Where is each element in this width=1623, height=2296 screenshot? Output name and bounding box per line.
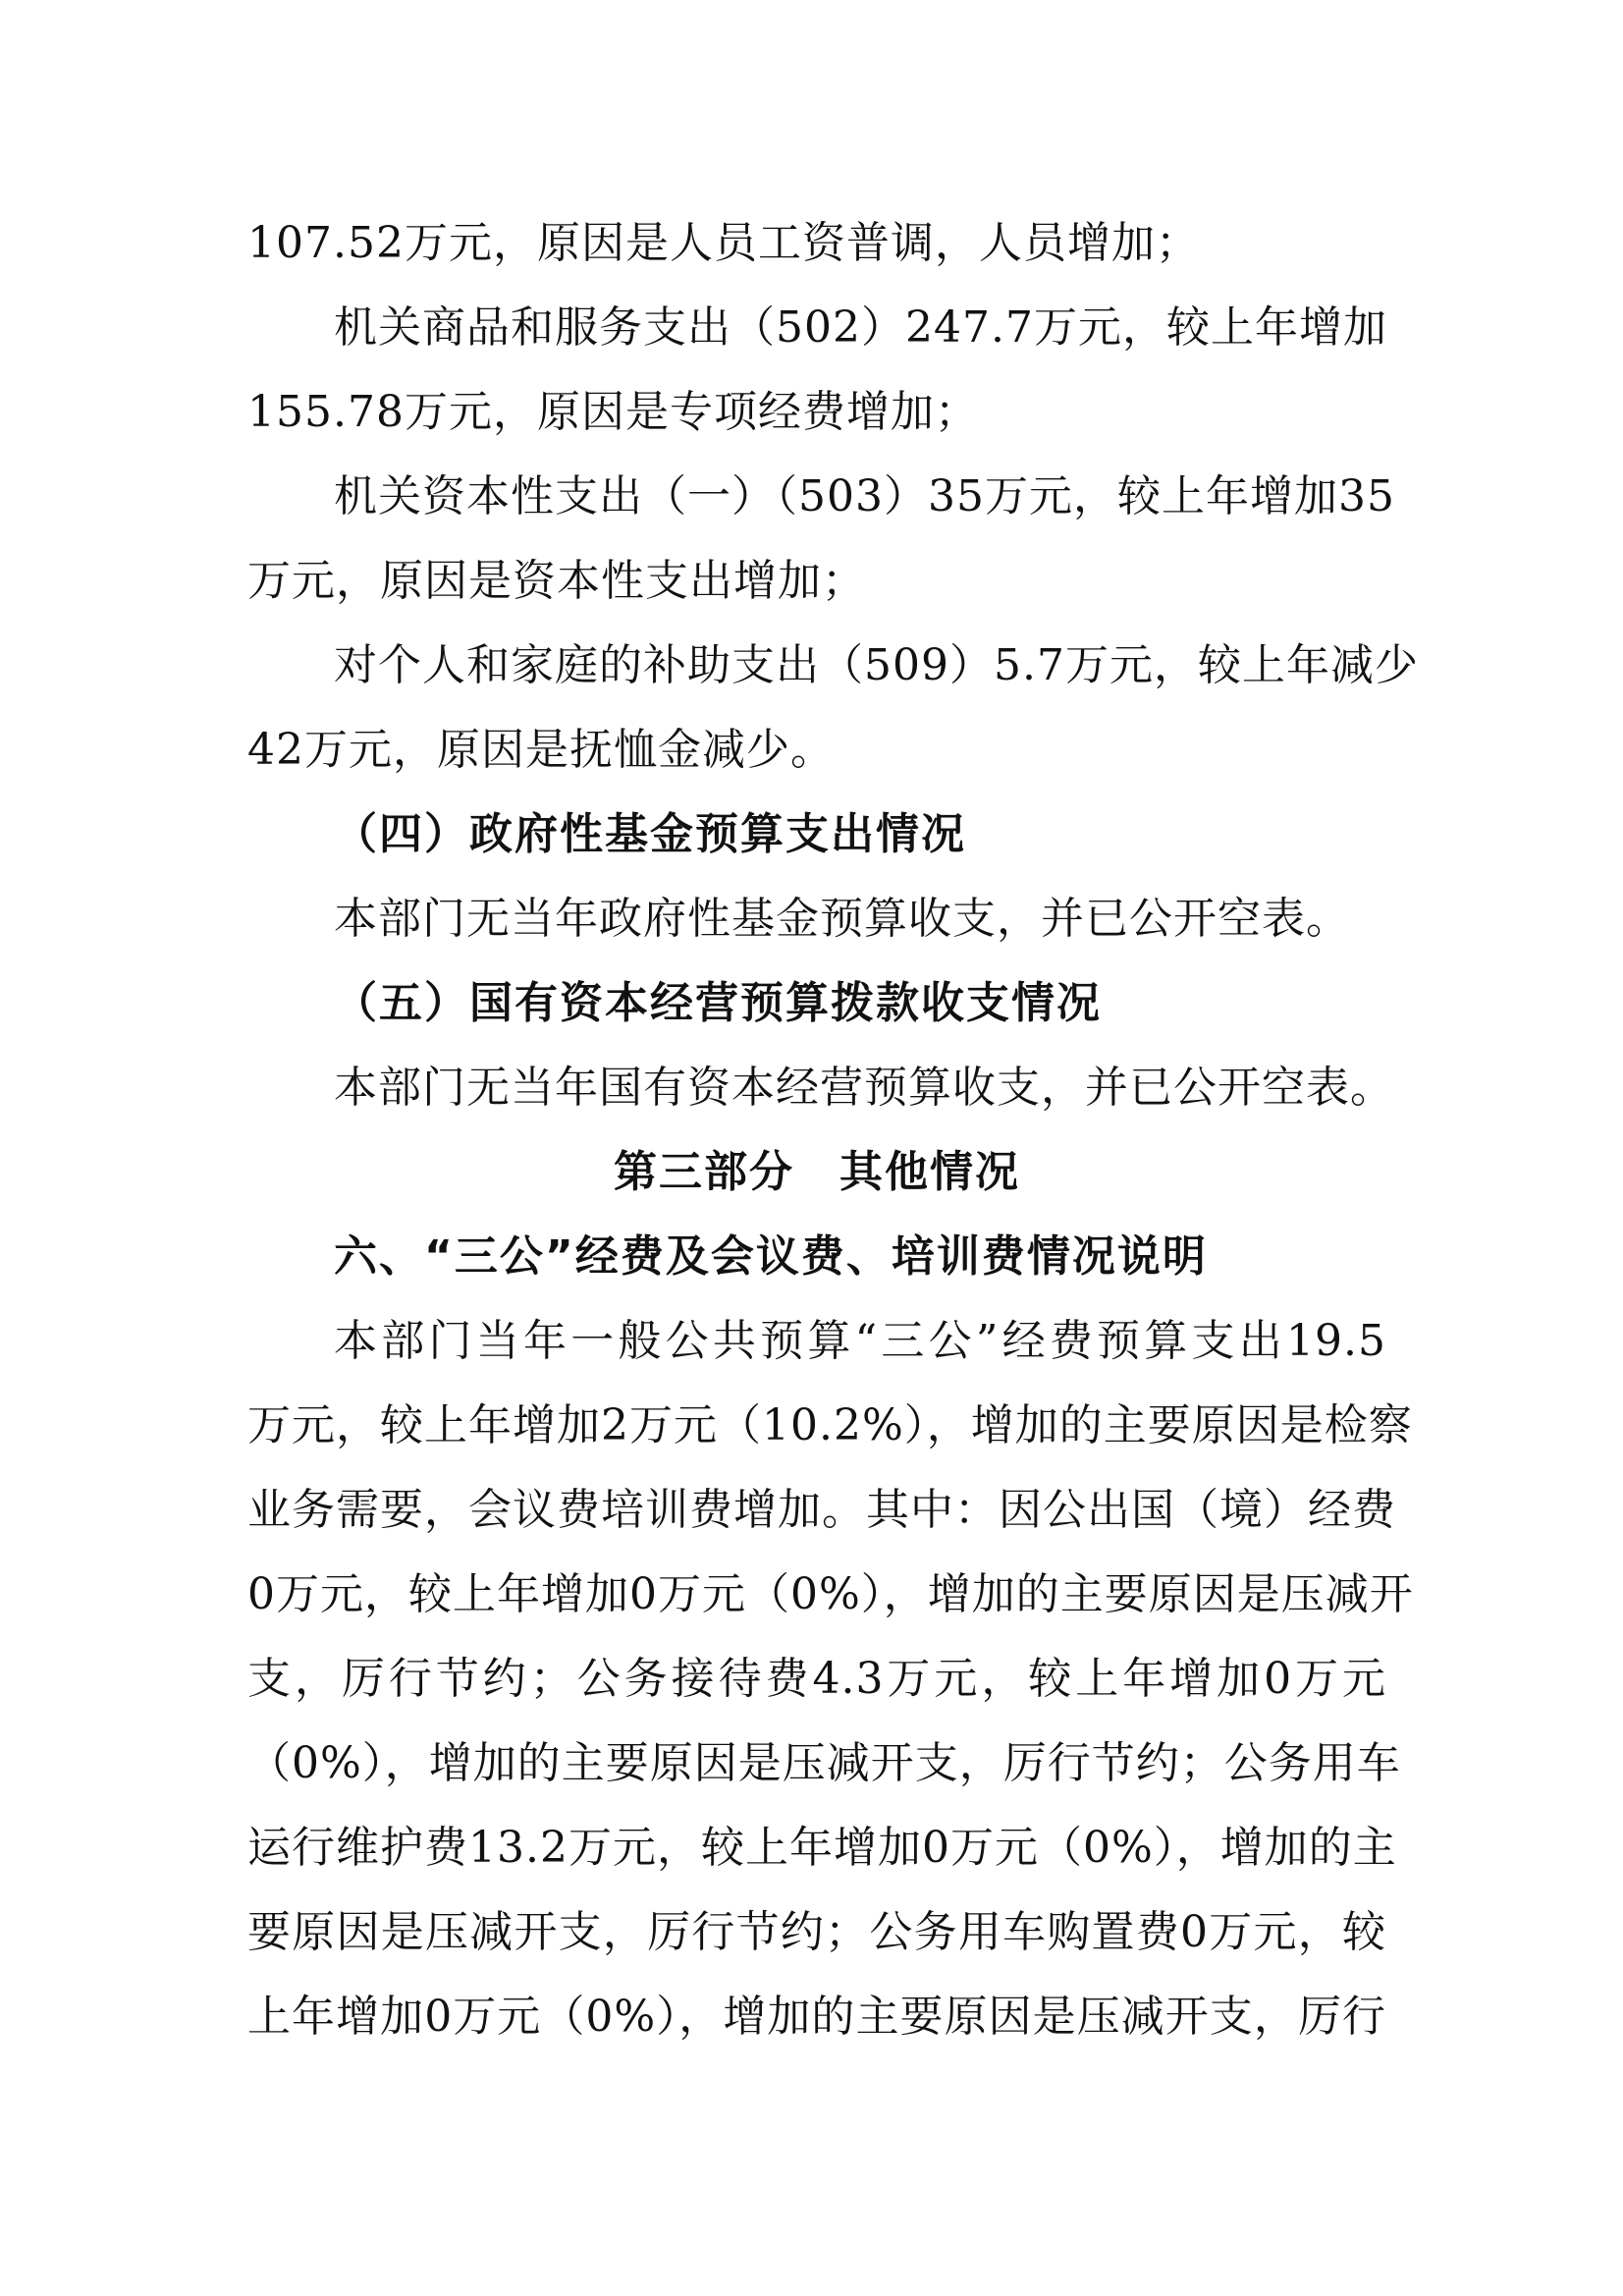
part-heading: 第三部分 其他情况 xyxy=(614,1147,1020,1197)
paragraph-line: 155.78万元，原因是专项经费增加； xyxy=(247,387,979,437)
paragraph-line: 机关商品和服务支出（502）247.7万元，较上年增加 xyxy=(334,302,1387,353)
paragraph-line: 机关资本性支出（一）（503）35万元，较上年增加35 xyxy=(334,471,1395,521)
paragraph-line: 支，厉行节约；公务接待费4.3万元，较上年增加0万元 xyxy=(247,1654,1386,1704)
paragraph-line: 本部门当年一般公共预算“三公”经费预算支出19.5 xyxy=(334,1316,1386,1366)
paragraph-line: 运行维护费13.2万元，较上年增加0万元（0%），增加的主 xyxy=(247,1823,1397,1873)
section-heading-government-fund: （四）政府性基金预算支出情况 xyxy=(334,809,966,859)
paragraph-line: 对个人和家庭的补助支出（509）5.7万元，较上年减少 xyxy=(334,640,1419,690)
paragraph-line: 万元，较上年增加2万元（10.2%），增加的主要原因是检察 xyxy=(247,1400,1413,1450)
paragraph-line: 万元，原因是资本性支出增加； xyxy=(247,556,866,606)
paragraph-line: 本部门无当年国有资本经营预算收支，并已公开空表。 xyxy=(334,1063,1394,1113)
paragraph-line: 要原因是压减开支，厉行节约；公务用车购置费0万元，较 xyxy=(247,1907,1386,1957)
paragraph-line: 本部门无当年政府性基金预算收支，并已公开空表。 xyxy=(334,894,1350,944)
section-heading-three-public: 六、“三公”经费及会议费、培训费情况说明 xyxy=(334,1231,1208,1282)
paragraph-line: 42万元，原因是抚恤金减少。 xyxy=(247,725,835,775)
paragraph-line: 0万元，较上年增加0万元（0%），增加的主要原因是压减开 xyxy=(247,1569,1414,1619)
section-heading-state-capital: （五）国有资本经营预算拨款收支情况 xyxy=(334,978,1102,1028)
paragraph-line: 上年增加0万元（0%），增加的主要原因是压减开支，厉行 xyxy=(247,1992,1386,2042)
paragraph-line: 业务需要，会议费培训费增加。其中：因公出国（境）经费 xyxy=(247,1485,1396,1535)
paragraph-line: （0%），增加的主要原因是压减开支，厉行节约；公务用车 xyxy=(247,1738,1401,1788)
paragraph-line: 107.52万元，原因是人员工资普调，人员增加； xyxy=(247,218,1200,268)
